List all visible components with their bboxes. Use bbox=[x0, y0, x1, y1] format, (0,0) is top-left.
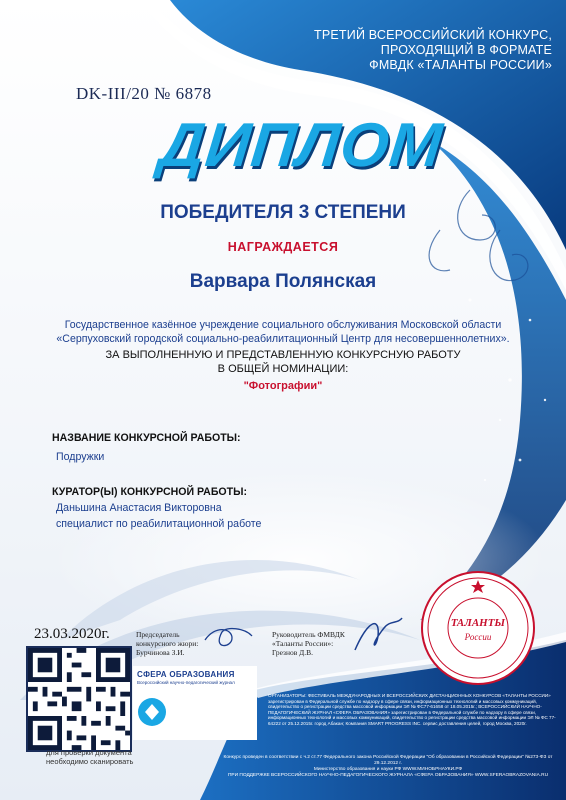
jury-signature-line-3: Бурчинова З.И. bbox=[136, 648, 185, 657]
qr-code-image bbox=[28, 648, 130, 750]
curator-position: специалист по реабилитационной работе bbox=[56, 518, 262, 530]
for-work-text bbox=[40, 348, 526, 376]
nomination-value: "Фотографии" bbox=[243, 380, 323, 392]
diploma-title: ДИПЛОМ bbox=[156, 111, 447, 180]
for-work-line-1: ЗА ВЫПОЛНЕННУЮ И ПРЕДСТАВЛЕННУЮ КОНКУРСНУЮ РАБОТУ bbox=[105, 349, 461, 361]
work-title-label: НАЗВАНИЕ КОНКУРСНОЙ РАБОТЫ: bbox=[52, 432, 241, 444]
qr-code bbox=[26, 646, 132, 752]
contest-header-line-3: ФМВДК «ТАЛАНТЫ РОССИИ» bbox=[369, 58, 552, 72]
awarded-label: НАГРАЖДАЕТСЯ bbox=[227, 240, 339, 254]
sfera-logo-title: СФЕРА ОБРАЗОВАНИЯ bbox=[137, 670, 235, 679]
jury-signature-block bbox=[136, 630, 198, 657]
organizers-text: ОРГАНИЗАТОРЫ: ФЕСТИВАЛЬ МЕЖДУНАРОДНЫХ И ВСЕРОССИЙСКИХ ДИСТАНЦИОННЫХ КОНКУРСОВ «ТАЛАНТЫ РОССИИ» зарегистрирован в Федеральной службе по надзору в сфере связи, информационных технологий и массовых коммуникаций, свидетельство о регистрации средства массовой информации ЭЛ № ФС77-61658 от 18.05.2015г.; ВСЕРОССИЙСКИЙ НАУЧНО-ПЕДАГОГИЧЕСКИЙ ЖУРНАЛ «СФЕРА ОБРАЗОВАНИЯ» зарегистрирован в Федеральной службе по надзору в сфере связи, информационных технологий и массовых коммуникаций, свидетельство о регистрации средства массовой информации ЭЛ № ФС 77-64222 от 25.12.2015г. город Абакан; Компания SMART PROGRESS INC. сервис доставления целей, город Москва, 2020г. bbox=[268, 693, 556, 726]
head-signature-line-3: Грезнов Д.В. bbox=[272, 648, 314, 657]
legal-footer-line-2: Министерство образования и науки РФ WWW.МИНОБРНАУКИ.РФ bbox=[313, 767, 463, 772]
head-signature-block bbox=[272, 630, 345, 657]
degree-title: ПОБЕДИТЕЛЯ 3 СТЕПЕНИ bbox=[160, 202, 406, 223]
jury-signature-line-1: Председатель bbox=[136, 630, 180, 639]
issue-date: 23.03.2020г. bbox=[34, 626, 110, 642]
organization-line-2: «Серпуховский городской социально-реабилитационный Центр для несовершеннолетних». bbox=[56, 333, 510, 345]
legal-footer-line-3: ПРИ ПОДДЕРЖКЕ ВСЕРОССИЙСКОГО НАУЧНО-ПЕДАГОГИЧЕСКОГО ЖУРНАЛА «СФЕРА ОБРАЗОВАНИЯ» WWW.SFERAOBRAZOVANIA.RU bbox=[227, 773, 549, 778]
curator-label: КУРАТОР(Ы) КОНКУРСНОЙ РАБОТЫ: bbox=[52, 486, 248, 498]
organization-line-1: Государственное казённое учреждение социального обслуживания Московской области bbox=[64, 319, 502, 331]
stamp-seal bbox=[418, 568, 538, 688]
contest-header-line-1: ТРЕТИЙ ВСЕРОССИЙСКИЙ КОНКУРС, bbox=[314, 28, 552, 42]
jury-signature-line-2: конкурсного жюри: bbox=[136, 639, 199, 648]
contest-header-line-2: ПРОХОДЯЩИЙ В ФОРМАТЕ bbox=[380, 43, 552, 57]
sfera-logo-subtitle: Всероссийский научно-педагогический журнал bbox=[137, 680, 235, 685]
head-signature-line-1: Руководитель ФМВДК bbox=[272, 630, 345, 639]
stamp-sub-text: России bbox=[464, 632, 492, 642]
contest-header bbox=[252, 28, 552, 73]
stamp-center-text: ТАЛАНТЫ bbox=[450, 617, 506, 629]
legal-footer-line-1: Конкурс проведен в соответствии с ч.2 ст.77 Федерального закона Российской Федерации "Об образовании в Российской Федерации" №273-ФЗ от 29.12.2012 г. bbox=[223, 755, 553, 766]
curator-name: Даньшина Анастасия Викторовна bbox=[56, 502, 222, 514]
work-title-value: Подружки bbox=[56, 451, 105, 463]
legal-footer bbox=[220, 755, 556, 779]
organization-text bbox=[40, 318, 526, 346]
serial-number: DK-III/20 № 6878 bbox=[76, 84, 212, 103]
for-work-line-2: В ОБЩЕЙ НОМИНАЦИИ: bbox=[217, 363, 349, 375]
qr-caption bbox=[46, 748, 136, 766]
head-signature-line-2: «Таланты России»: bbox=[272, 639, 334, 648]
qr-caption-line-1: для проверки документа bbox=[46, 748, 132, 757]
recipient-name: Варвара Полянская bbox=[189, 271, 377, 292]
qr-caption-line-2: необходимо сканировать bbox=[46, 757, 134, 766]
